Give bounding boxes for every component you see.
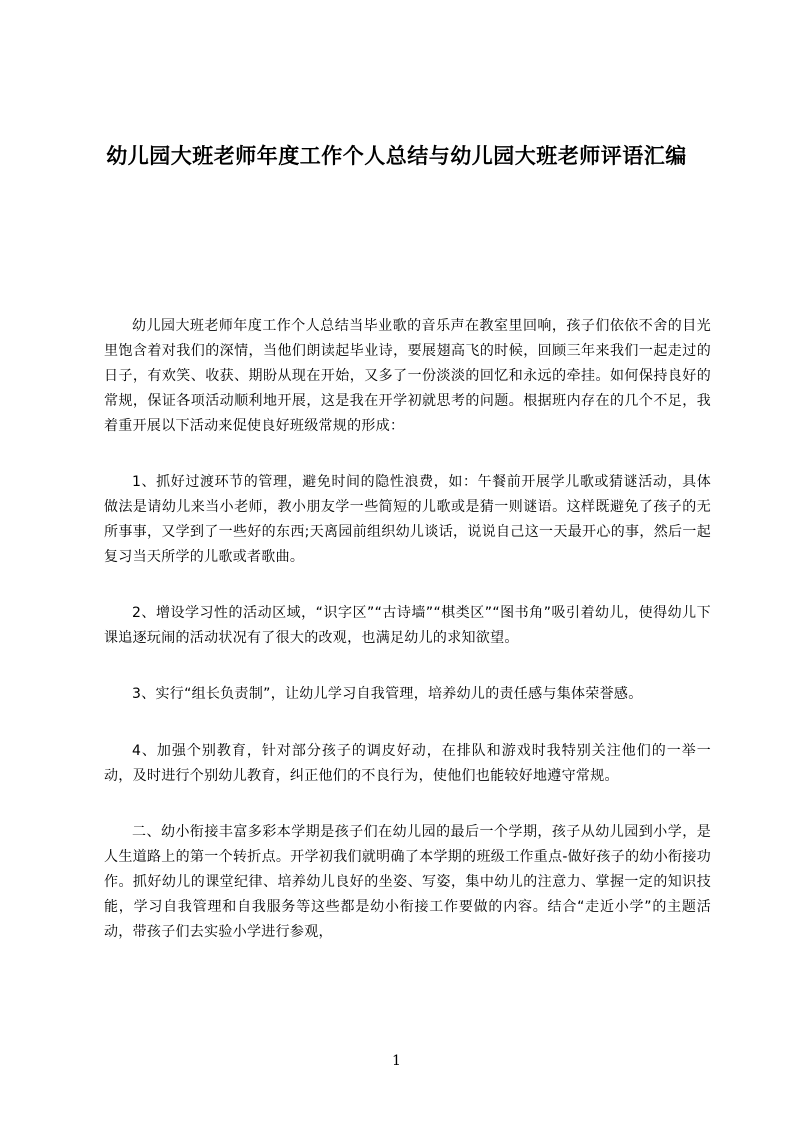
paragraph-section-2: 二、幼小衔接丰富多彩本学期是孩子们在幼儿园的最后一个学期，孩子从幼儿园到小学，是人生道路上的第一个转折点。开学初我们就明确了本学期的班级工作重点-做好孩子的幼小衔接功作。抓好幼儿的课堂纪律、培养幼儿良好的坐姿、写姿，集中幼儿的注意力、掌握一定的知识技能，学习自我管理和自我服务等这些都是幼小衔接工作要做的内容。结合“走近小学”的主题活动，带孩子们去实验小学进行参观， <box>104 824 711 940</box>
document-body <box>104 314 711 976</box>
document-title: 幼儿园大班老师年度工作个人总结与幼儿园大班老师评语汇编 <box>106 144 687 168</box>
paragraph-intro: 幼儿园大班老师年度工作个人总结当毕业歌的音乐声在教室里回响，孩子们依依不舍的目光里饱含着对我们的深情，当他们朗读起毕业诗，要展翅高飞的时候，回顾三年来我们一起走过的日子，有欢笑、收获、期盼从现在开始，又多了一份淡淡的回忆和永远的牵挂。如何保持良好的常规，保证各项活动顺利地开展，这是我在开学初就思考的问题。根据班内存在的几个不足，我着重开展以下活动来促使良好班级常规的形成： <box>104 318 711 434</box>
paragraph-item-1: 1、抓好过渡环节的管理，避免时间的隐性浪费，如：午餐前开展学儿歌或猜谜活动，具体做法是请幼儿来当小老师，教小朋友学一些简短的儿歌或是猜一则谜语。这样既避免了孩子的无所事事，又学到了一些好的东西;天离园前组织幼儿谈话，说说自己这一天最开心的事，然后一起复习当天所学的儿歌或者歌曲。 <box>104 474 711 565</box>
page-number: 1 <box>392 1053 401 1069</box>
paragraph-item-3: 3、实行“组长负责制”，让幼儿学习自我管理，培养幼儿的责任感与集体荣誉感。 <box>132 686 643 702</box>
paragraph-item-4: 4、加强个别教育，针对部分孩子的调皮好动，在排队和游戏时我特别关注他们的一举一动，及时进行个别幼儿教育，纠正他们的不良行为，使他们也能较好地遵守常规。 <box>104 743 711 784</box>
paragraph-item-2: 2、增设学习性的活动区域，“识字区”“古诗墙”“棋类区”“图书角”吸引着幼儿，使得幼儿下课追逐玩闹的活动状况有了很大的改观，也满足幼儿的求知欲望。 <box>104 605 711 646</box>
